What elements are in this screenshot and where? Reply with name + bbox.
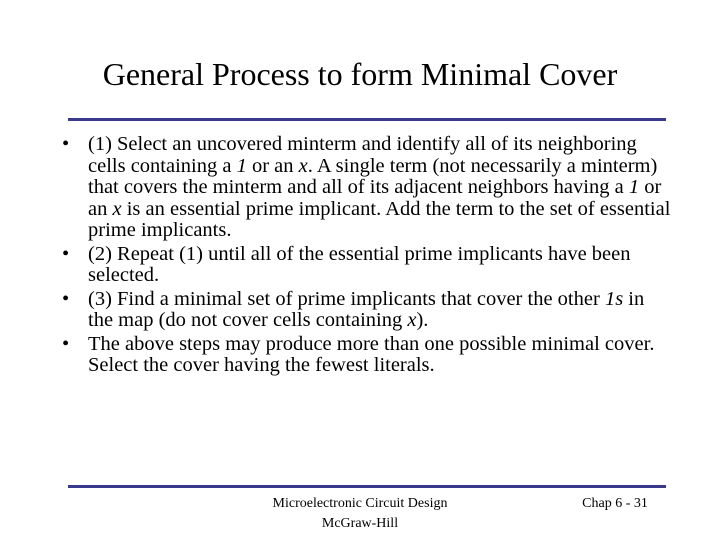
footer-publisher: McGraw-Hill — [321, 516, 399, 531]
italic-term: 1 — [628, 176, 640, 198]
footer-divider — [68, 485, 666, 488]
italic-term: x — [407, 309, 417, 331]
footer-book — [240, 494, 480, 534]
bullet-text: (3) Find a minimal set of prime implicants that cover the other 1s in the map (do not cover cells containing x). — [88, 287, 645, 331]
bullet-text: The above steps may produce more than one possible minimal cover. Select the cover having the fewest literals. — [88, 332, 655, 376]
bullet-item — [62, 244, 672, 287]
slide-title: General Process to form Minimal Cover — [102, 56, 618, 92]
bullet-dot: • — [62, 242, 70, 265]
bullet-text: (1) Select an uncovered minterm and identify all of its neighboring cells containing a 1 or an x. A single term (not necessarily a minterm) that covers the minterm and all of its adjacent neighbors having a 1 or an x is an essential prime implicant. Add the term to the set of essential prime implicants. — [88, 133, 671, 241]
footer-book-title: Microelectronic Circuit Design — [272, 496, 448, 511]
bullet-list — [62, 134, 672, 379]
italic-term: 1 — [236, 154, 247, 177]
bullet-item — [62, 134, 672, 242]
title-divider — [68, 118, 666, 121]
bullet-dot: • — [62, 133, 70, 155]
italic-term: x — [112, 197, 122, 220]
bullet-item — [62, 289, 672, 332]
italic-term: x — [298, 154, 308, 177]
bullet-dot: • — [62, 332, 70, 355]
bullet-item — [62, 334, 672, 377]
bullet-text: (2) Repeat (1) until all of the essential prime implicants have been selected. — [88, 242, 631, 286]
bullet-dot: • — [62, 287, 70, 310]
footer-page-label: Chap 6 - 31 — [582, 496, 648, 511]
italic-term: 1s — [604, 287, 624, 310]
